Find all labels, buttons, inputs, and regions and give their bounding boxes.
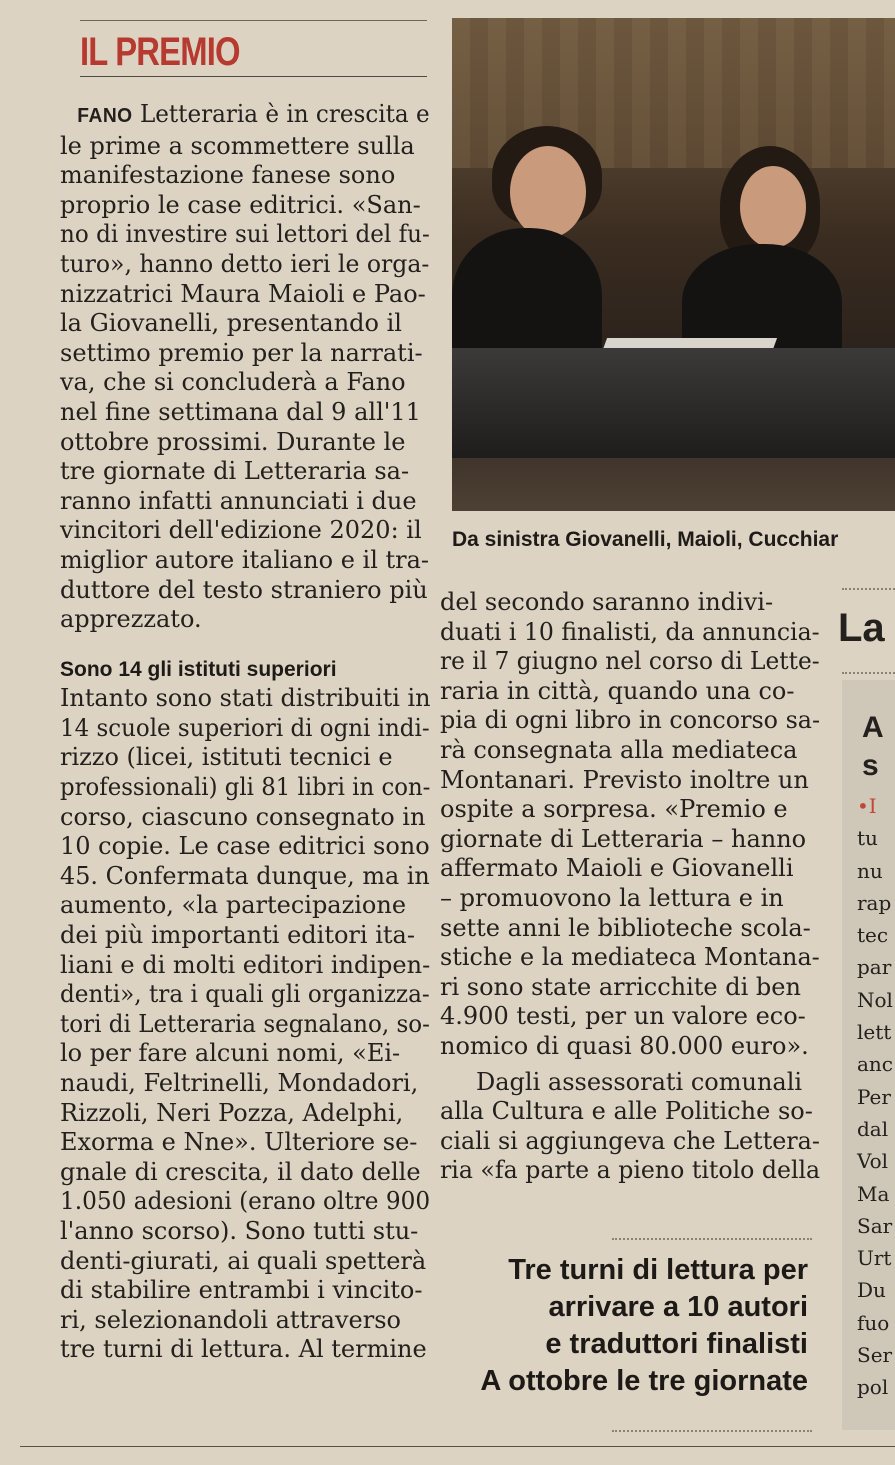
text-line: dei più importanti editori ita- <box>60 921 415 950</box>
boxout-line: A ottobre le tre giornate <box>480 1365 808 1397</box>
text-line: denti-giurati, ai quali spetterà <box>60 1246 427 1275</box>
text-line: duttore del testo straniero più <box>60 575 428 604</box>
text-line: professionali) gli 81 libri in con- <box>60 773 431 802</box>
text-line: ria «fa parte a pieno titolo della <box>440 1156 821 1185</box>
text-line: va, che si concluderà a Fano <box>60 368 406 397</box>
right-box-text-fragment: Sar <box>857 1213 893 1238</box>
text-line: lo per fare alcuni nomi, «Ei- <box>60 1039 401 1068</box>
text-line: duati i 10 finalisti, da annuncia- <box>440 617 820 646</box>
right-box-text-fragment: Nol <box>857 987 893 1012</box>
text-line: ri, selezionandoli attraverso <box>60 1305 401 1334</box>
text-line: – promuovono la lettura e in <box>440 883 784 912</box>
text-line: Rizzoli, Neri Pozza, Adelphi, <box>60 1098 404 1127</box>
text-line: naudi, Feltrinelli, Mondadori, <box>60 1069 419 1097</box>
article-column-2 <box>440 588 820 1186</box>
right-box-text-fragment: dal <box>857 1116 889 1141</box>
text-line: affermato Maioli e Giovanelli <box>440 854 794 883</box>
right-box-text-fragment: Per <box>857 1084 891 1109</box>
photo-person-left <box>452 228 602 368</box>
right-box-text-fragment: pol <box>857 1375 889 1400</box>
text-line: rizzo (licei, istituti tecnici e <box>60 743 393 772</box>
text-line: re il 7 giugno nel corso di Lette- <box>440 647 820 676</box>
text-line: Exorma e Nne». Ulteriore se- <box>60 1128 418 1157</box>
right-headline: La <box>838 606 885 650</box>
text-line: ri sono state arricchite di ben <box>440 972 801 1001</box>
text-line: denti», tra i quali gli organizza- <box>60 980 430 1009</box>
right-box-text-fragment: Urt <box>857 1246 892 1271</box>
right-box-text-fragment: lett <box>857 1020 892 1045</box>
first-line <box>60 100 430 132</box>
text-line: ospite a sorpresa. «Premio e <box>440 795 788 824</box>
text-line: sette anni le biblioteche scola- <box>440 913 811 942</box>
boxout-top-rule <box>612 1238 812 1240</box>
text-line: vincitori dell'edizione 2020: il <box>60 516 422 545</box>
photo-caption: Da sinistra Giovanelli, Maioli, Cucchiar <box>452 528 839 551</box>
right-box-text-fragment: fuo <box>857 1310 890 1335</box>
text-line: 14 scuole superiori di ogni indi- <box>60 713 430 742</box>
text-line: alla Cultura e alle Politiche so- <box>440 1097 813 1126</box>
boxout-headline <box>436 1252 808 1400</box>
text-line: turo», hanno detto ieri le orga- <box>60 249 430 278</box>
paragraph-start: Dagli assessorati comunali <box>476 1067 803 1096</box>
photo-person-left-face <box>510 146 586 238</box>
boxout-bottom-rule <box>612 1430 812 1432</box>
text-line: pia di ogni libro in concorso sa- <box>440 706 821 735</box>
text-line: proprio le case editrici. «San- <box>60 190 421 219</box>
text-line: ranno infatti annunciati i due <box>60 486 417 515</box>
section-title: IL PREMIO <box>80 30 240 74</box>
text-line: nizzatrici Maura Maioli e Pao- <box>60 279 426 308</box>
right-box-subhead-line: A <box>862 711 884 744</box>
boxout-line: e traduttori finalisti <box>545 1328 808 1360</box>
text-line: miglior autore italiano e il tra- <box>60 545 430 574</box>
text-line: stiche e la mediateca Montana- <box>440 943 820 972</box>
right-box-text-fragment: •I <box>857 794 877 818</box>
right-box-text-fragment: Ma <box>857 1181 890 1206</box>
text-line: nel fine settimana dal 9 all'11 <box>60 397 421 426</box>
right-box-text-fragment: nu <box>857 858 883 883</box>
right-box-subhead-line: s <box>862 749 879 782</box>
right-box-text-fragment: anc <box>857 1052 894 1077</box>
right-mid-rule <box>842 672 895 674</box>
boxout-line: Tre turni di lettura per <box>508 1254 808 1286</box>
right-box-text-fragment: Ser <box>857 1343 893 1368</box>
text-line: di stabilire entrambi i vincito- <box>60 1276 423 1305</box>
text-line: gnale di crescita, il dato delle <box>60 1157 421 1186</box>
text-line: rà consegnata alla mediateca <box>440 735 798 764</box>
text-line: 45. Confermata dunque, ma in <box>60 861 430 890</box>
subheading: Sono 14 gli istituti superiori <box>60 657 337 681</box>
text-line: l'anno scorso). Sono tutti stu- <box>60 1216 419 1245</box>
article-photo <box>452 18 895 511</box>
text-line: 10 copie. Le case editrici sono <box>60 832 430 861</box>
text-line: settimo premio per la narrati- <box>60 338 423 367</box>
text-line: le prime a scommettere sulla <box>60 131 415 160</box>
dateline: FANO <box>77 105 133 127</box>
right-box-text-fragment: Vol <box>857 1149 889 1174</box>
text-line: liani e di molti editori indipen- <box>60 950 431 979</box>
photo-table <box>452 348 895 458</box>
text-line: 4.900 testi, per un valore eco- <box>440 1002 806 1031</box>
right-box-text-fragment: Du <box>857 1278 886 1303</box>
right-box-text-fragment: rap <box>857 890 892 915</box>
first-line-text: Letteraria è in crescita e <box>132 100 430 128</box>
text-line: tre giornate di Letteraria sa- <box>60 457 410 486</box>
right-top-rule <box>842 588 895 590</box>
text-line: apprezzato. <box>60 605 202 634</box>
text-line: del secondo saranno indivi- <box>440 588 774 616</box>
text-line: Montanari. Previsto inoltre un <box>440 765 809 794</box>
text-line: no di investire sui lettori del fu- <box>60 220 430 249</box>
right-box-subhead <box>842 704 895 790</box>
top-rule <box>80 20 427 21</box>
title-underline <box>80 76 427 77</box>
boxout-line: arrivare a 10 autori <box>548 1291 808 1323</box>
text-line: raria in città, quando una co- <box>440 676 795 705</box>
text-line: tori di Letteraria segnalano, so- <box>60 1009 430 1038</box>
text-line: giornate di Letteraria – hanno <box>440 824 807 853</box>
text-line: ottobre prossimi. Durante le <box>60 427 406 456</box>
article-column-1 <box>60 100 430 1365</box>
text-line: manifestazione fanese sono <box>60 161 396 190</box>
text-line: tre turni di lettura. Al termine <box>60 1335 427 1364</box>
text-line: ciali si aggiungeva che Lettera- <box>440 1126 820 1155</box>
text-line: aumento, «la partecipazione <box>60 891 407 920</box>
text-line: corso, ciascuno consegnato in <box>60 802 426 831</box>
text-line: nomico di quasi 80.000 euro». <box>440 1031 809 1060</box>
text-line: 1.050 adesioni (erano oltre 900 <box>60 1187 431 1216</box>
bottom-rule <box>20 1446 895 1447</box>
text-line: la Giovanelli, presentando il <box>60 309 402 338</box>
right-box <box>842 680 895 1430</box>
photo-person-center-face <box>740 166 806 248</box>
right-box-text-fragment: tec <box>857 923 889 948</box>
right-box-text-fragment: par <box>857 955 892 980</box>
text-line: Intanto sono stati distribuiti in <box>60 684 431 713</box>
right-box-text-fragment: tu <box>857 826 878 851</box>
